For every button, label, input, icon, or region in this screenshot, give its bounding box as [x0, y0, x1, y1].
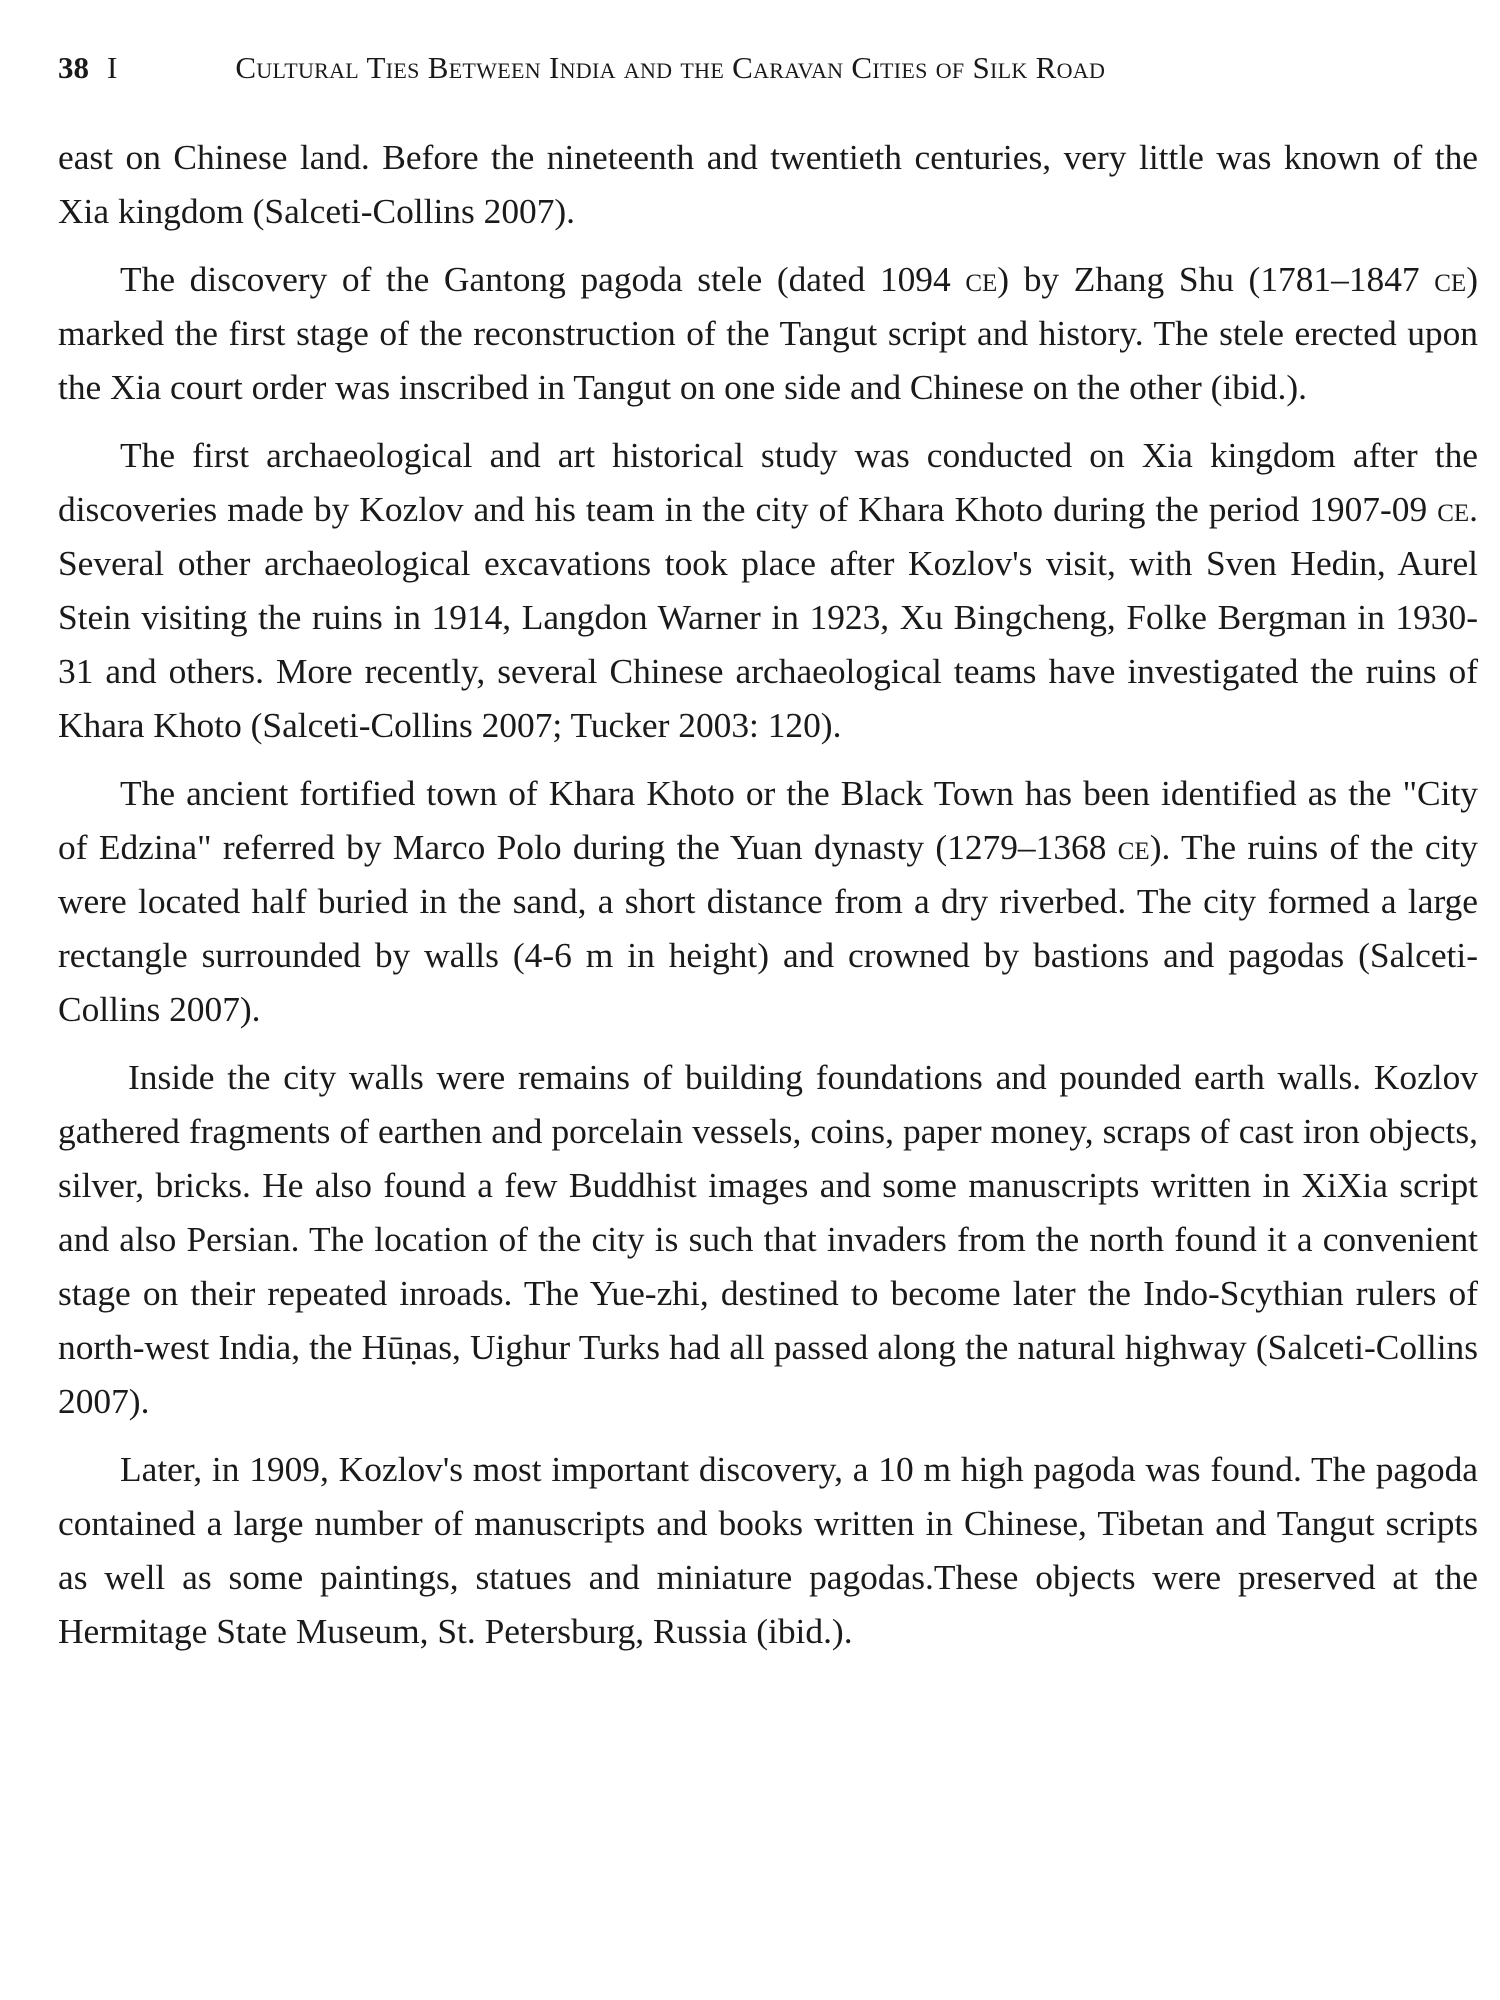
- paragraph-text: ) marked the first stage of the reconstruction of the Tangut script and history. The stele erected upon the Xia court order was inscribed in Tangut on one side and Chinese on the other (ibid.).: [58, 259, 1478, 407]
- paragraph-3: [58, 428, 1478, 752]
- paragraph-text: Later, in 1909, Kozlov's most important discovery, a 10 m high pagoda was found. The pagoda contained a large number of manuscripts and books written in Chinese, Tibetan and Tangut scripts as well as some paintings, statues and miniature pagodas.These objects were preserved at the Hermitage State Museum, St. Petersburg, Russia (ibid.).: [58, 1449, 1478, 1651]
- paragraph-text: ) by Zhang Shu (1781–1847: [997, 259, 1435, 299]
- paragraph-text: The ancient fortified town of Khara Khoto or the Black Town has been identified as the "City of Edzina" referred by Marco Polo during the Yuan dynasty (1279–1368: [58, 773, 1478, 867]
- paragraph-4: [58, 766, 1478, 1036]
- paragraph-text: . Several other archaeological excavations took place after Kozlov's visit, with Sven Hedin, Aurel Stein visiting the ruins in 1914, Langdon Warner in 1923, Xu Bingcheng, Folke Bergman in 1930-31 and others. More recently, several Chinese archaeological teams have investigated the ruins of Khara Khoto (Salceti-Collins 2007; Tucker 2003: 120).: [58, 489, 1478, 745]
- era-abbreviation: ce: [1117, 827, 1150, 867]
- body-text: [58, 130, 1478, 1658]
- paragraph-text: The discovery of the Gantong pagoda stele (dated 1094: [120, 259, 966, 299]
- paragraph-2: [58, 252, 1478, 414]
- running-title: Cultural Ties Between India and the Caravan Cities of Silk Road: [235, 50, 1106, 85]
- era-abbreviation: ce: [1434, 259, 1467, 299]
- header-separator: I: [107, 50, 118, 85]
- paragraph-text: Inside the city walls were remains of building foundations and pounded earth walls. Kozlov gathered fragments of earthen and porcelain vessels, coins, paper money, scraps of cast iron objects, silver, bricks. He also found a few Buddhist images and some manuscripts written in XiXia script and also Persian. The location of the city is such that invaders from the north found it a convenient stage on their repeated inroads. The Yue-zhi, destined to become later the Indo-Scythian rulers of north-west India, the Hūṇas, Uighur Turks had all passed along the natural highway (Salceti-Collins 2007).: [58, 1057, 1478, 1421]
- running-head: [58, 50, 1478, 120]
- paragraph-6: [58, 1442, 1478, 1658]
- paragraph-text: The first archaeological and art historical study was conducted on Xia kingdom after the discoveries made by Kozlov and his team in the city of Khara Khoto during the period 1907-09: [58, 435, 1478, 529]
- page-number: 38: [58, 50, 89, 85]
- paragraph-text: east on Chinese land. Before the nineteenth and twentieth centuries, very little was known of the Xia kingdom (Salceti-Collins 2007).: [58, 137, 1478, 231]
- paragraph-1: [58, 130, 1478, 238]
- book-page: [58, 50, 1478, 1672]
- era-abbreviation: ce: [965, 259, 998, 299]
- era-abbreviation: ce: [1437, 489, 1470, 529]
- paragraph-text: ). The ruins of the city were located half buried in the sand, a short distance from a dry riverbed. The city formed a large rectangle surrounded by walls (4-6 m in height) and crowned by bastions and pagodas (Salceti-Collins 2007).: [58, 827, 1478, 1029]
- paragraph-5: [58, 1050, 1478, 1428]
